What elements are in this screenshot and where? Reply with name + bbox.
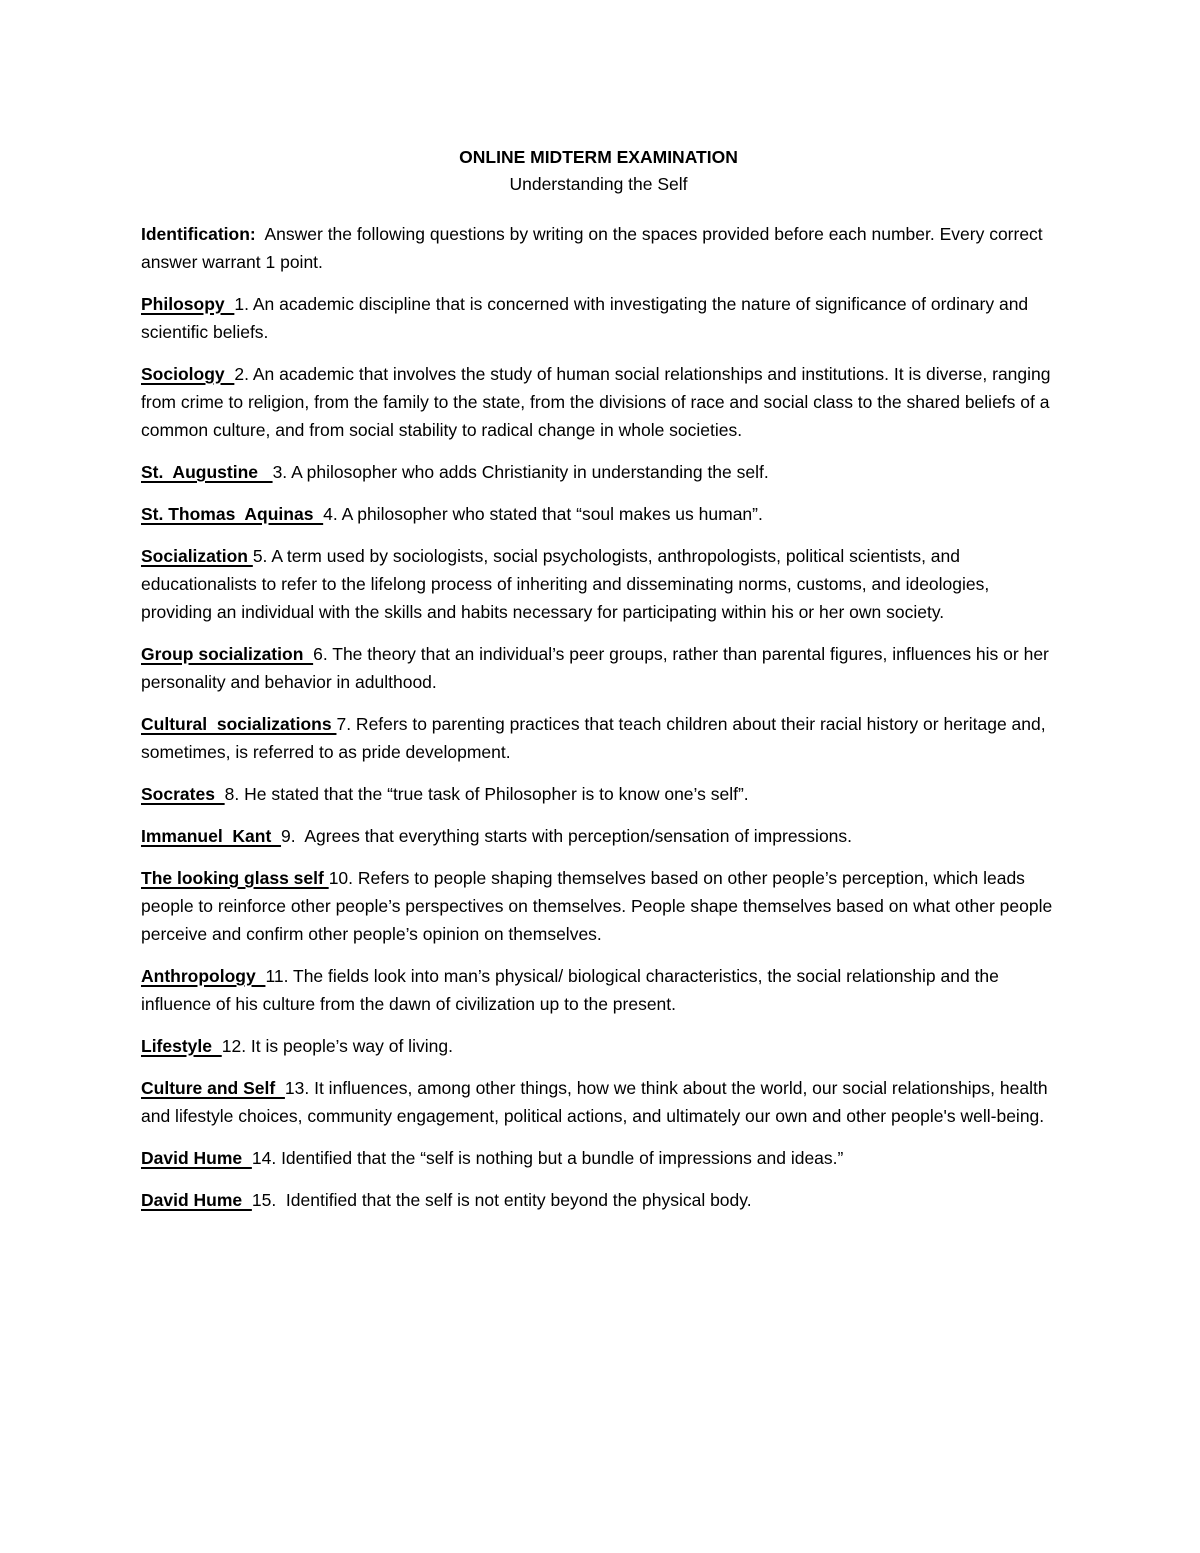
question-text: 10. Refers to people shaping themselves based on other people’s perception, which leads people to reinforce other people’s perspectives on themselves. People shape themselves based on what other people perceive and confirm other people’s opinion on themselves.	[141, 868, 1053, 944]
answer-text: Immanuel Kant	[141, 826, 282, 846]
answer-text: The looking glass self	[141, 868, 329, 888]
question-item-11	[141, 962, 1056, 1018]
question-item-7	[141, 710, 1056, 766]
answer-text: Sociology	[141, 364, 235, 384]
page-subtitle: Understanding the Self	[509, 174, 688, 194]
answer-text: Socrates	[141, 784, 225, 804]
question-item-2	[141, 360, 1056, 444]
question-text: 9. Agrees that everything starts with perception/sensation of impressions.	[281, 826, 853, 846]
question-text: 3. A philosopher who adds Christianity in understanding the self.	[272, 462, 769, 482]
question-text: 5. A term used by sociologists, social psychologists, anthropologists, political scientists, and educationalists to refer to the lifelong process of inheriting and disseminating norms, customs, and ideologies, providing an individual with the skills and habits necessary for participating within his or her own society.	[141, 546, 990, 622]
question-item-13	[141, 1074, 1056, 1130]
question-item-12	[141, 1032, 1056, 1060]
question-text: 7. Refers to parenting practices that teach children about their racial history or heritage and, sometimes, is referred to as pride development.	[141, 714, 1046, 762]
question-text: 2. An academic that involves the study of human social relationships and institutions. It is diverse, ranging from crime to religion, from the family to the state, from the divisions of race and social class to the shared beliefs of a common culture, and from social stability to radical change in whole societies.	[141, 364, 1051, 440]
question-text: 4. A philosopher who stated that “soul makes us human”.	[323, 504, 763, 524]
question-item-14	[141, 1144, 1056, 1172]
answer-text: Group socialization	[141, 644, 314, 664]
question-item-1	[141, 290, 1056, 346]
document-body	[141, 144, 1056, 1228]
answer-text: David Hume	[141, 1190, 252, 1210]
question-item-5	[141, 542, 1056, 626]
question-item-6	[141, 640, 1056, 696]
question-item-3	[141, 458, 1056, 486]
answer-text: Lifestyle	[141, 1036, 222, 1056]
question-text: 11. The fields look into man’s physical/ biological characteristics, the social relationship and the influence of his culture from the dawn of civilization up to the present.	[141, 966, 999, 1014]
answer-text: Cultural socializations	[141, 714, 337, 734]
page-title: ONLINE MIDTERM EXAMINATION	[459, 147, 738, 167]
instructions-label: Identification:	[141, 224, 256, 244]
answer-text: St. Thomas Aquinas	[141, 504, 324, 524]
question-item-8	[141, 780, 1056, 808]
answer-text: St. Augustine	[141, 462, 273, 482]
instructions-text: Answer the following questions by writing on the spaces provided before each number. Every correct answer warrant 1 point.	[141, 224, 1048, 272]
question-text: 8. He stated that the “true task of Philosopher is to know one’s self”.	[224, 784, 749, 804]
question-text: 13. It influences, among other things, how we think about the world, our social relationships, health and lifestyle choices, community engagement, political actions, and ultimately our own and other people's well-being.	[141, 1078, 1048, 1126]
question-item-15	[141, 1186, 1056, 1214]
instructions-paragraph	[141, 220, 1056, 276]
question-text: 14. Identified that the “self is nothing but a bundle of impressions and ideas.”	[251, 1148, 844, 1168]
question-text: 6. The theory that an individual’s peer groups, rather than parental figures, influences his or her personality and behavior in adulthood.	[141, 644, 1049, 692]
answer-text: Philosopy	[141, 294, 235, 314]
answer-text: Anthropology	[141, 966, 266, 986]
question-text: 15. Identified that the self is not entity beyond the physical body.	[251, 1190, 752, 1210]
document-header	[141, 144, 1056, 198]
question-item-9	[141, 822, 1056, 850]
answer-text: Culture and Self	[141, 1078, 285, 1098]
question-item-10	[141, 864, 1056, 948]
answer-text: Socialization	[141, 546, 253, 566]
question-item-4	[141, 500, 1056, 528]
question-text: 1. An academic discipline that is concerned with investigating the nature of significance of ordinary and scientific beliefs.	[141, 294, 1029, 342]
answer-text: David Hume	[141, 1148, 252, 1168]
question-text: 12. It is people’s way of living.	[221, 1036, 453, 1056]
